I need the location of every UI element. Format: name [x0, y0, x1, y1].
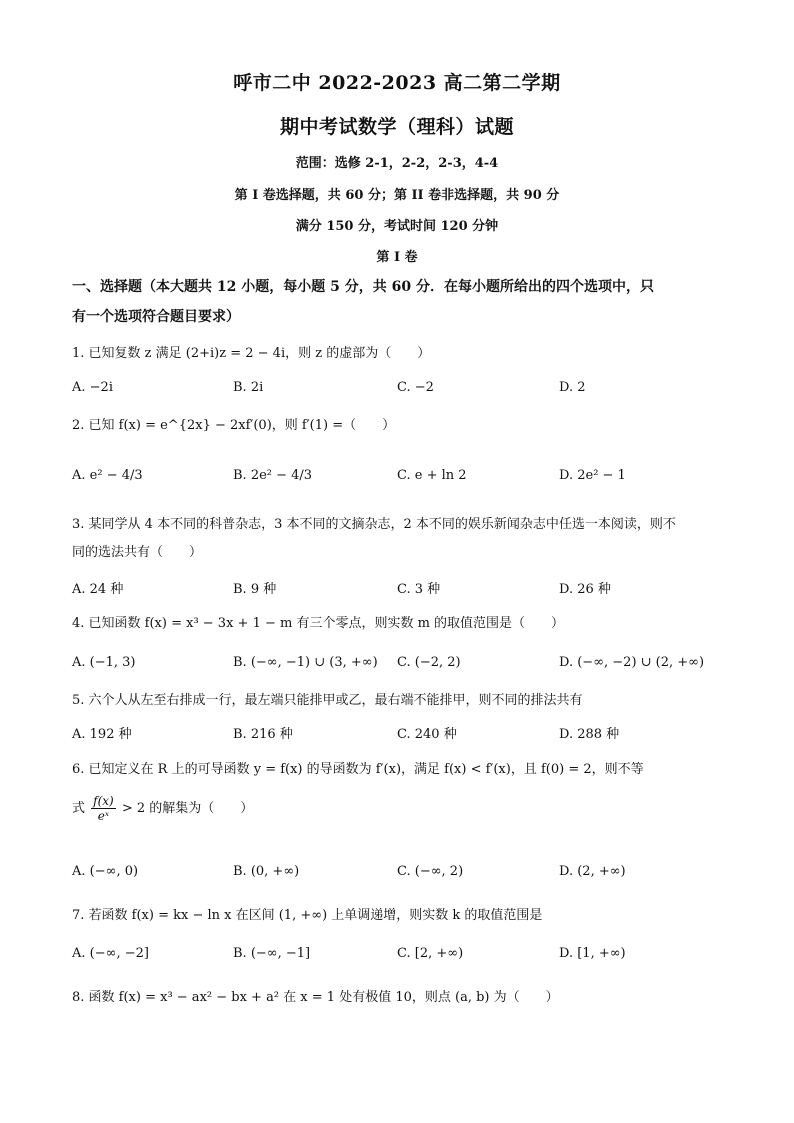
question-1-options — [72, 380, 732, 406]
question-4-option-c[interactable]: C. (−2, 2) — [397, 655, 461, 670]
question-7-option-c[interactable]: C. [2, +∞) — [397, 946, 464, 961]
question-5-option-b[interactable]: B. 216 种 — [233, 727, 293, 742]
question-5-option-d[interactable]: D. 288 种 — [559, 727, 620, 742]
question-1-option-c[interactable]: C. −2 — [397, 380, 434, 395]
question-6-stem-line2 — [72, 794, 732, 823]
question-6-stem-line2-pre: 式 — [72, 801, 86, 816]
question-6-option-b[interactable]: B. (0, +∞) — [233, 864, 300, 879]
question-4-options — [72, 655, 732, 681]
question-5-options — [72, 723, 732, 749]
question-4-option-a[interactable]: A. (−1, 3) — [72, 655, 136, 670]
question-7-option-b[interactable]: B. (−∞, −1] — [233, 946, 311, 961]
question-2-option-c[interactable]: C. e + ln 2 — [397, 468, 467, 483]
question-3-option-b[interactable]: B. 9 种 — [233, 582, 277, 597]
question-3-stem-line2: 同的选法共有（ ） — [72, 545, 203, 560]
question-5-option-c[interactable]: C. 240 种 — [397, 727, 457, 742]
question-1-option-d[interactable]: D. 2 — [559, 380, 586, 395]
question-5-stem: 5. 六个人从左至右排成一行，最左端只能排甲或乙，最右端不能排甲，则不同的排法共有 — [72, 693, 583, 708]
question-6-options — [72, 864, 732, 890]
question-3-options — [72, 578, 732, 604]
question-5-option-a[interactable]: A. 192 种 — [72, 727, 132, 742]
question-7-option-d[interactable]: D. [1, +∞) — [559, 946, 626, 961]
exam-title: 呼市二中 2022-2023 高二第二学期 — [233, 72, 561, 94]
question-8-stem: 8. 函数 f(x) = x³ − ax² − bx + a² 在 x = 1 处有极值 10，则点 (a, b) 为（ ） — [72, 990, 559, 1005]
question-6-fraction-denominator: eˣ — [97, 809, 110, 823]
question-1-option-b[interactable]: B. 2i — [233, 380, 264, 395]
question-6-stem-line2-post: > 2 的解集为（ ） — [121, 801, 254, 816]
question-6-stem — [72, 760, 732, 823]
section-heading — [72, 272, 732, 332]
exam-subtitle: 期中考试数学（理科）试题 — [279, 116, 514, 138]
question-6-option-a[interactable]: A. (−∞, 0) — [72, 864, 139, 879]
question-2-option-a[interactable]: A. e² − 4/3 — [72, 468, 143, 483]
exam-scope: 范围：选修 2-1，2-2，2-3，4-4 — [295, 156, 499, 171]
section-heading-line2: 有一个选项符合题目要求） — [72, 309, 240, 325]
question-3-option-d[interactable]: D. 26 种 — [559, 582, 611, 597]
question-4-option-d[interactable]: D. (−∞, −2) ∪ (2, +∞) — [559, 655, 705, 670]
question-6-option-d[interactable]: D. (2, +∞) — [559, 864, 626, 879]
question-2-options — [72, 468, 732, 494]
question-3-option-a[interactable]: A. 24 种 — [72, 582, 124, 597]
question-7-stem: 7. 若函数 f(x) = kx − ln x 在区间 (1, +∞) 上单调递增，则实数 k 的取值范围是 — [72, 908, 543, 923]
question-4-option-b[interactable]: B. (−∞, −1) ∪ (3, +∞) — [233, 655, 378, 670]
question-6-option-c[interactable]: C. (−∞, 2) — [397, 864, 464, 879]
section-heading-line1: 一、选择题（本大题共 12 小题，每小题 5 分，共 60 分．在每小题所给出的四个选项中，只 — [72, 279, 654, 295]
question-3-option-c[interactable]: C. 3 种 — [397, 582, 441, 597]
question-1-stem: 1. 已知复数 z 满足 (2+i)z = 2 − 4i，则 z 的虚部为（ ） — [72, 346, 431, 361]
question-2-option-b[interactable]: B. 2e² − 4/3 — [233, 468, 313, 483]
question-7-options — [72, 946, 732, 972]
question-3-stem — [72, 515, 732, 563]
question-6-fraction-numerator: f(x) — [93, 794, 114, 808]
question-7-option-a[interactable]: A. (−∞, −2] — [72, 946, 149, 961]
question-3-stem-line1: 3. 某同学从 4 本不同的科普杂志，3 本不同的文摘杂志，2 本不同的娱乐新闻杂志中任选一本阅读，则不 — [72, 517, 676, 532]
volume-heading: 第 I 卷 — [376, 250, 418, 265]
question-1-option-a[interactable]: A. −2i — [72, 380, 113, 395]
question-2-stem: 2. 已知 f(x) = e^{2x} − 2xf′(0)，则 f′(1) =（ ） — [72, 418, 396, 433]
question-2-option-d[interactable]: D. 2e² − 1 — [559, 468, 626, 483]
exam-score-time: 满分 150 分，考试时间 120 分钟 — [295, 219, 499, 234]
question-6-fraction — [91, 794, 116, 823]
exam-parts: 第 I 卷选择题，共 60 分；第 II 卷非选择题，共 90 分 — [234, 188, 560, 203]
question-6-stem-line1: 6. 已知定义在 R 上的可导函数 y = f(x) 的导函数为 f′(x)，满足 f(x) < f′(x)，且 f(0) = 2，则不等 — [72, 762, 644, 777]
question-4-stem: 4. 已知函数 f(x) = x³ − 3x + 1 − m 有三个零点，则实数 m 的取值范围是（ ） — [72, 616, 565, 631]
